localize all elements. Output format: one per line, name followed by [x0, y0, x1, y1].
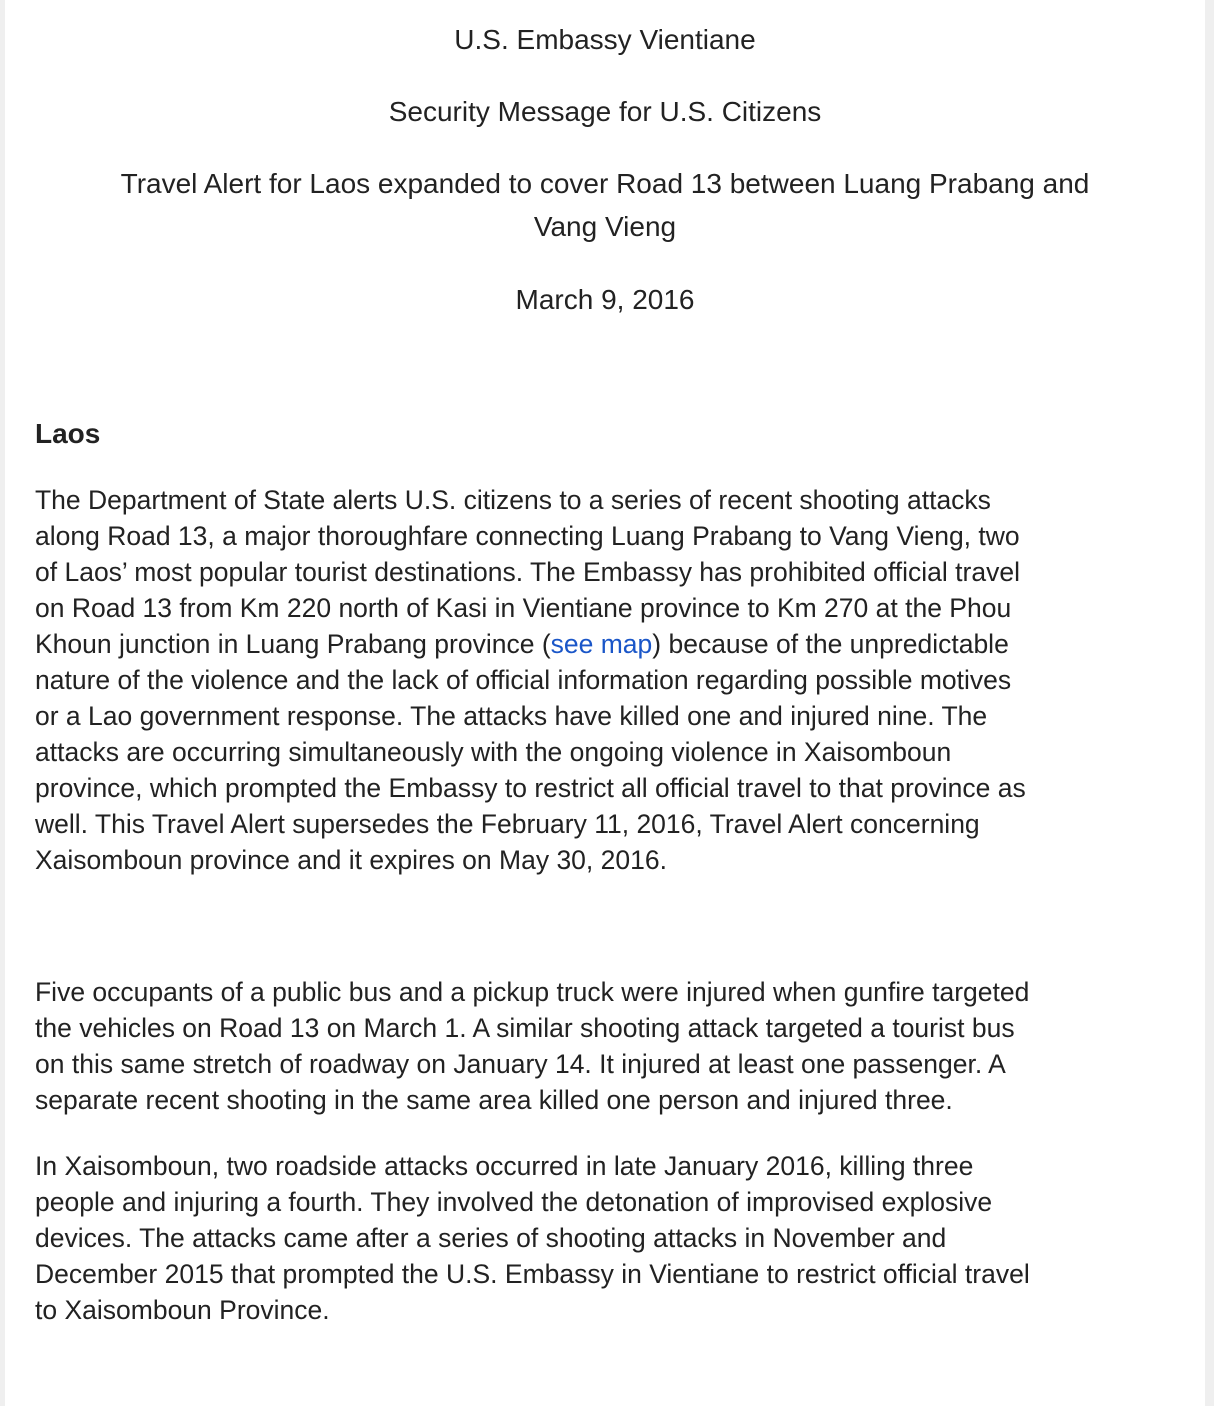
paragraph-road13-attacks: [35, 974, 1195, 1118]
message-type: Security Message for U.S. Citizens: [388, 96, 822, 127]
paragraph-line: In Xaisomboun, two roadside attacks occurred in late January 2016, killing three: [35, 1151, 974, 1181]
alert-title-line-2: Vang Vieng: [533, 211, 677, 242]
paragraph-line: the vehicles on Road 13 on March 1. A similar shooting attack targeted a tourist bus: [35, 1013, 1015, 1043]
alert-title-line-1: Travel Alert for Laos expanded to cover Road 13 between Luang Prabang and: [120, 168, 1090, 199]
text-after-link: ) because of the unpredictable: [652, 629, 1009, 659]
text-before-link: Khoun junction in Luang Prabang province (: [35, 629, 551, 659]
paragraph-line: people and injuring a fourth. They involved the detonation of improvised explosive: [35, 1187, 993, 1217]
paragraph-line: on Road 13 from Km 220 north of Kasi in Vientiane province to Km 270 at the Phou: [35, 593, 1012, 623]
paragraph-line: or a Lao government response. The attacks have killed one and injured nine. The: [35, 701, 988, 731]
paragraph-line: nature of the violence and the lack of official information regarding possible motives: [35, 665, 1012, 695]
document-page: [5, 0, 1205, 1406]
paragraph-line: Five occupants of a public bus and a pickup truck were injured when gunfire targeted: [35, 977, 1030, 1007]
section-heading-laos: Laos: [35, 418, 101, 449]
see-map-link[interactable]: see map: [550, 629, 653, 659]
paragraph-line: The Department of State alerts U.S. citizens to a series of recent shooting attacks: [35, 485, 991, 515]
paragraph-line: to Xaisomboun Province.: [35, 1295, 330, 1325]
paragraph-line: Xaisomboun province and it expires on May 30, 2016.: [35, 845, 667, 875]
paragraph-xaisomboun-attacks: [35, 1148, 1195, 1328]
paragraph-line: on this same stretch of roadway on January 14. It injured at least one passenger. A: [35, 1049, 1006, 1079]
paragraph-line: December 2015 that prompted the U.S. Embassy in Vientiane to restrict official travel: [35, 1259, 1030, 1289]
paragraph-travel-alert: [35, 482, 1195, 878]
paragraph-line: attacks are occurring simultaneously with the ongoing violence in Xaisomboun: [35, 737, 952, 767]
paragraph-line-with-link: [35, 626, 1195, 662]
paragraph-line: well. This Travel Alert supersedes the February 11, 2016, Travel Alert concerning: [35, 809, 980, 839]
alert-title: [5, 162, 1205, 248]
paragraph-line: separate recent shooting in the same area killed one person and injured three.: [35, 1085, 953, 1115]
paragraph-line: province, which prompted the Embassy to restrict all official travel to that province as: [35, 773, 1026, 803]
paragraph-line: along Road 13, a major thoroughfare connecting Luang Prabang to Vang Vieng, two: [35, 521, 1020, 551]
paragraph-line: of Laos’ most popular tourist destinations. The Embassy has prohibited official travel: [35, 557, 1020, 587]
paragraph-line: devices. The attacks came after a series of shooting attacks in November and: [35, 1223, 947, 1253]
alert-date: March 9, 2016: [515, 284, 695, 315]
embassy-name: U.S. Embassy Vientiane: [454, 24, 756, 55]
